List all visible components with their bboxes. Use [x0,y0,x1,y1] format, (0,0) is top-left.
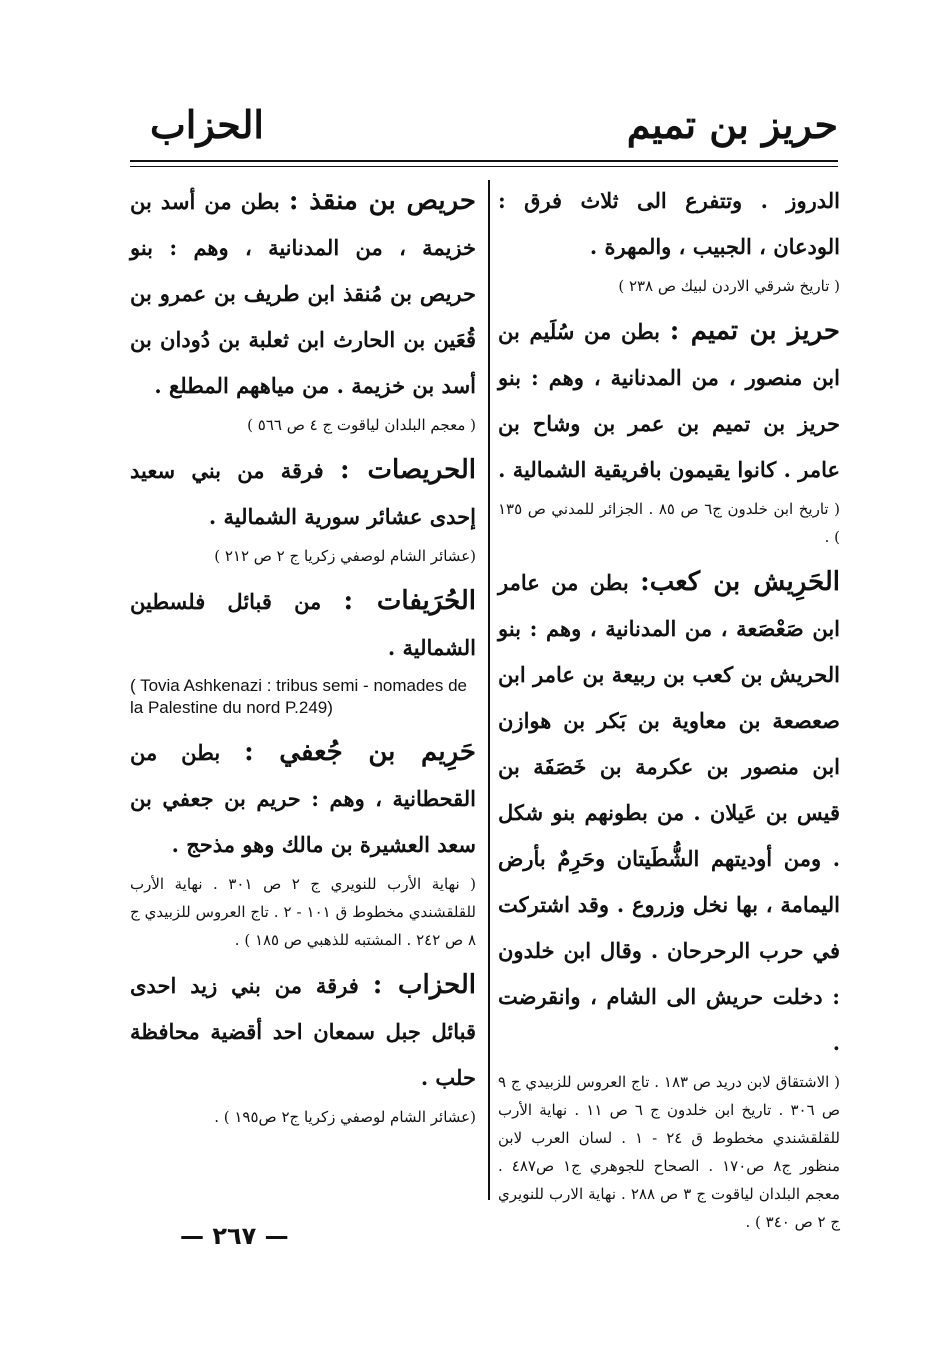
entry-body: فرقة من بني زيد احدى قبائل جبل سمعان احد أقضية محافظة حلب . [130,973,476,1090]
header-rule [130,160,838,162]
header-left-title: الحزاب [150,102,264,147]
entry-source: (عشائر الشام لوصفي زكريا ج ٢ ص ٢١٢ ) [214,547,476,565]
entry-hariz [498,308,840,493]
entry-hurayfat [130,578,476,671]
page-number: — ٢٦٧ — [180,1222,289,1250]
entry-source-latin: ( Tovia Ashkenazi : tribus semi - nomades de la Palestine du nord P.249) [130,676,468,717]
page-header [130,102,838,152]
entry-harim [130,729,476,868]
entry-haris [130,178,476,409]
entry-source: ( نهاية الأرب للنويري ج ٢ ص ٣٠١ . نهاية الأرب للقلقشندي مخطوط ق ١٠١ - ٢ . تاج العروس للزبيدي ج ٨ ص ٢٤٢ . المشتبه للذهبي ص ١٨٥ ) . [130,875,477,949]
entry-body: بطن من أسد بن خزيمة ، من المدنانية ، وهم : بنو حريص بن مُنقذ ابن طريف بن عمرو بن قُعَين بن الحارث ابن ثعلبة بن دُودان بن أسد بن خزيمة . من مياههم المطلع . [130,189,476,398]
entry-source: ( تاريخ ابن خلدون ج٦ ص ٨٥ . الجزائر للمدني ص ١٣٥ ) . [498,500,840,546]
entry-body: فرقة من بني سعيد إحدى عشائر سورية الشمالية . [130,458,476,529]
column-divider [488,180,490,1200]
entry-heading: الحريصات : [339,455,476,485]
right-column [498,178,840,1244]
entry-body: من قبائل فلسطين الشمالية . [130,589,476,660]
entry-harisat [130,447,476,540]
entry-body: بطن من سُلَيم بن ابن منصور ، من المدنانية ، وهم : بنو حريز بن تميم بن عمر بن وشاح بن عامر . كانوا يقيمون بافريقية الشمالية . [498,319,840,482]
entry-source: (عشائر الشام لوصفي زكريا ج٢ ص١٩٥ ) . [214,1108,476,1126]
header-right-title: حريز بن تميم [626,102,838,147]
entry-source: ( معجم البلدان لياقوت ج ٤ ص ٥٦٦ ) [247,416,476,434]
entry-heading: الحزاب : [372,970,477,1000]
entry-body: بطن من القحطانية ، وهم : حريم بن جعفي بن سعد العشيرة بن مالك وهو مذحج . [130,740,476,857]
entry-source: ( الاشتقاق لابن دريد ص ١٨٣ . تاج العروس للزبيدي ج ٩ ص ٣٠٦ . تاريخ ابن خلدون ج ٦ ص ١١ . نهاية الأرب للقلقشندي مخطوط ق ٢٤ - ١ . لسان العرب لابن منظور ج٨ ص١٧٠ . الصحاح للجوهري ج١ ص٤٨٧ . معجم البلدان لياقوت ج ٣ ص ٢٨٨ . نهاية الارب للنويري ج ٢ ص ٣٤٠ ) . [498,1073,841,1231]
entry-heading: الحُرَيفات : [343,586,476,616]
entry-harish [498,559,840,1066]
intro-text: الدروز . وتتفرع الى ثلاث فرق : الودعان ، الجبيب ، والمهرة . [498,188,840,259]
left-column [130,178,476,1139]
entry-heading: حريص بن منقذ : [288,186,476,216]
header-rule-thin [130,166,838,167]
entry-heading: الحَرِيش بن كعب: [640,567,840,597]
entry-hizab [130,962,476,1101]
intro-source: ( تاريخ شرقي الاردن لبيك ص ٢٣٨ ) [618,277,840,295]
entry-body: بطن من عامر ابن صَعْصَعة ، من المدنانية ، وهم : بنو الحريش بن كعب بن ربيعة بن عامر ابن صعصعة بن معاوية بن بَكر بن هوازن ابن منصور بن عكرمة بن خَصَفَة بن قيس بن عَيلان . من بطونهم بنو شكل . ومن أوديتهم الشُّطَيتان وحَرِمٌ بأرض اليمامة ، بها نخل وزروع . وقد اشتركت في حرب الرحرحان . وقال ابن خلدون : دخلت حريش الى الشام ، وانقرضت . [498,570,840,1055]
entry-heading: حَرِيم بن جُعفي : [244,737,476,767]
entry-heading: حريز بن تميم : [669,316,840,346]
